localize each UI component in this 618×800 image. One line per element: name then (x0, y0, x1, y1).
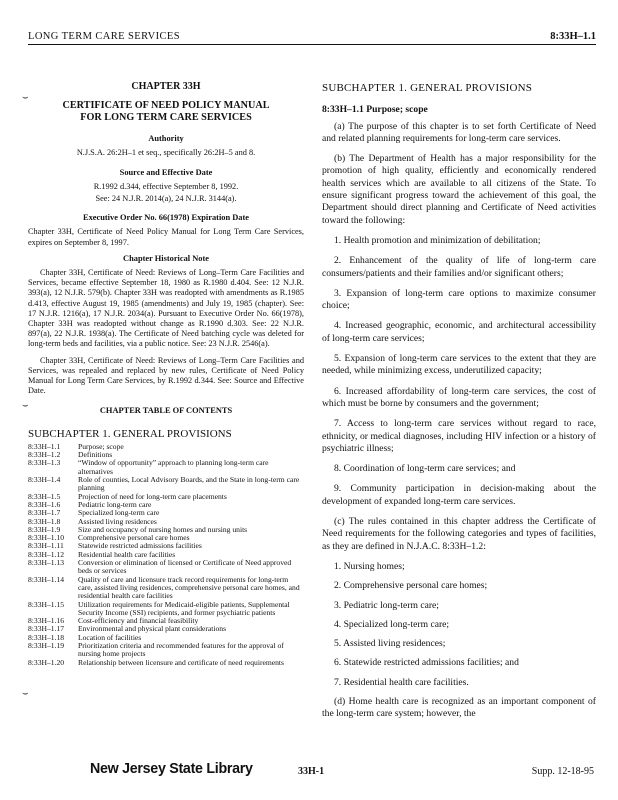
toc-subchapter-heading: SUBCHAPTER 1. GENERAL PROVISIONS (28, 427, 232, 440)
toc-row (28, 576, 304, 601)
toc-section-title: “Window of opportunity” approach to planning long-term care alternatives (78, 458, 269, 476)
facility-type-item: 4. Specialized long-term care; (334, 618, 450, 630)
toc-section-number: 8:33H–1.2 (28, 450, 61, 460)
margin-mark: ⌣ (22, 400, 29, 411)
toc-section-number: 8:33H–1.6 (28, 499, 61, 509)
subchapter-heading: SUBCHAPTER 1. GENERAL PROVISIONS (322, 82, 533, 94)
goal-item: 1. Health promotion and minimization of debilitation; (334, 234, 541, 246)
toc-section-number: 8:33H–1.10 (28, 533, 65, 543)
goal-item: 4. Increased geographic, economic, and architectural accessibility of long-term care services; (322, 320, 596, 344)
facility-type-item: 7. Residential health care facilities. (334, 676, 469, 688)
table-of-contents-heading: CHAPTER TABLE OF CONTENTS (99, 406, 233, 416)
margin-mark: ⌣ (22, 92, 29, 103)
chapter-title (28, 100, 304, 124)
toc-section-title: Prioritization criteria and recommended features for the approval of nursing home projects (78, 641, 284, 659)
paragraph-a: (a) The purpose of this chapter is to set forth Certificate of Need and related planning requirements for long-term care services. (322, 120, 596, 144)
toc-section-number: 8:33H–1.1 (28, 441, 61, 451)
toc-section-title: Projection of need for long-term care placements (78, 491, 227, 501)
chapter-title-line-2: FOR LONG TERM CARE SERVICES (80, 112, 252, 124)
toc-section-title: Purpose; scope (78, 441, 124, 451)
toc-section-title: Cost-efficiency and financial feasibility (78, 616, 199, 626)
goal-item: 7. Access to long-term care services without regard to race, ethnicity, or medical diagnoses, including HIV infection or a history of psychiatric illness; (322, 418, 596, 454)
facility-type-item: 3. Pediatric long-term care; (334, 599, 439, 611)
toc-section-title: Pediatric long-term care (78, 499, 152, 509)
toc-section-title: Assisted living residences (78, 516, 157, 526)
toc-section-title: Environmental and physical plant considerations (78, 624, 227, 634)
facility-types-list (322, 561, 596, 689)
toc-section-title: Quality of care and licensure track record requirements for long-term care, assisted living residences, comprehensive personal care homes, and residential health care facilities (78, 574, 300, 601)
toc-row (28, 501, 304, 509)
running-header (28, 28, 596, 45)
facility-type-item: 1. Nursing homes; (334, 560, 405, 572)
toc-section-title: Definitions (78, 450, 113, 460)
paragraph-b: (b) The Department of Health has a major responsibility for the promotion of high quality, efficiently and economically rendered health services which are available to all citizens of the State. To ensure significant progress toward the achievement of this goal, the Department should direct planning and Certificate of Need activities toward the following: (322, 153, 596, 226)
supplement-date: Supp. 12-18-95 (531, 766, 594, 777)
toc-row (28, 493, 304, 501)
toc-section-number: 8:33H–1.7 (28, 508, 61, 518)
toc-section-number: 8:33H–1.17 (28, 624, 65, 634)
toc-section-number: 8:33H–1.12 (28, 549, 65, 559)
toc-row (28, 659, 304, 667)
facility-type-item: 5. Assisted living residences; (334, 638, 446, 650)
toc-row (28, 443, 304, 451)
toc-section-title: Size and occupancy of nursing homes and nursing units (78, 524, 248, 534)
toc-section-number: 8:33H–1.4 (28, 475, 61, 485)
historical-note-paragraph-1: Chapter 33H, Certificate of Need: Reviews of Long–Term Care Facilities and Services, became effective September 18, 1980 as R.1980 d.404. See: 12 N.J.R. 393(a), 12 N.J.R. 579(b). Chapter 33H was readopted with amendments as R.1985 d.413, effective August 19, 1985 (amendments) and July 19, 1985 (chapter). See: 17 N.J.R. 1216(a), 17 N.J.R. 2034(a). Pursuant to Executive Order No. 66(1978), Chapter 33H was readopted without change as R.1990 d.303. See: 22 N.J.R. 897(a), 22 N.J.R. 1938(a). The Certificate of Need batching cycle was deleted for long-term beds and facilities, via a public notice. See: 23 N.J.R. 2546(a). (28, 268, 304, 349)
right-column (322, 82, 596, 729)
chapter-number: CHAPTER 33H (131, 81, 201, 92)
toc-section-title: Residential health care facilities (78, 549, 176, 559)
toc-section-number: 8:33H–1.11 (28, 541, 64, 551)
toc-row (28, 625, 304, 633)
toc-section-title: Conversion or elimination of licensed or Certificate of Need approved beds or services (78, 558, 292, 576)
toc-section-title: Specialized long-term care (78, 508, 160, 518)
toc-row (28, 642, 304, 659)
facility-type-item: 6. Statewide restricted admissions facilities; and (334, 657, 519, 669)
toc-section-title: Comprehensive personal care homes (78, 533, 190, 543)
toc-row (28, 476, 304, 493)
table-of-contents (28, 443, 304, 667)
left-column (28, 82, 304, 667)
chapter-title-line-1: CERTIFICATE OF NEED POLICY MANUAL (62, 100, 270, 112)
executive-order-heading: Executive Order No. 66(1978) Expiration Date (83, 213, 249, 223)
header-title: LONG TERM CARE SERVICES (28, 31, 180, 42)
executive-order-text: Chapter 33H, Certificate of Need Policy Manual for Long Term Care Services, expires on September 8, 1997. (28, 227, 304, 247)
source-heading: Source and Effective Date (119, 167, 213, 177)
toc-section-number: 8:33H–1.14 (28, 574, 65, 584)
goal-item: 5. Expansion of long-term care services to the extent that they are needed, while minimizing excess, underutilized capacity; (322, 353, 596, 377)
toc-row (28, 459, 304, 476)
goal-item: 3. Expansion of long-term care options to maximize consumer choice; (322, 287, 596, 312)
toc-section-number: 8:33H–1.15 (28, 599, 65, 609)
toc-section-number: 8:33H–1.8 (28, 516, 61, 526)
library-logo: New Jersey State Library (90, 760, 253, 777)
authority-heading: Authority (148, 134, 184, 144)
authority-text: N.J.S.A. 26:2H–1 et seq., specifically 26:2H–5 and 8. (76, 148, 256, 158)
toc-section-title: Relationship between licensure and certificate of need requirements (78, 657, 284, 667)
toc-section-number: 8:33H–1.13 (28, 558, 65, 568)
toc-section-number: 8:33H–1.5 (28, 491, 61, 501)
toc-row (28, 559, 304, 576)
toc-section-number: 8:33H–1.9 (28, 524, 61, 534)
margin-mark: ⌣ (22, 688, 29, 699)
facility-type-item: 2. Comprehensive personal care homes; (334, 580, 488, 592)
goals-list (322, 235, 596, 508)
toc-row (28, 509, 304, 517)
paragraph-d: (d) Home health care is recognized as an important component of the long-term care system; however, the (322, 695, 596, 720)
toc-section-number: 8:33H–1.20 (28, 657, 65, 667)
toc-section-number: 8:33H–1.18 (28, 632, 65, 642)
goal-item: 6. Increased affordability of long-term care services, the cost of which must be borne by consumers and the government; (322, 385, 596, 409)
toc-row (28, 601, 304, 618)
historical-note-heading: Chapter Historical Note (123, 253, 209, 263)
goal-item: 9. Community participation in decision-making about the development of expanded long-term care services. (322, 483, 596, 507)
header-section: 8:33H–1.1 (550, 31, 596, 42)
historical-note-paragraph-2: Chapter 33H, Certificate of Need: Reviews of Long–Term Care Facilities and Services, was repealed and replaced by new rules, Certificate of Need Policy Manual for Long Term Care Services, by R.1992 d.344. See: Source and Effective Date. (28, 355, 304, 396)
page-number: 33H-1 (298, 766, 325, 777)
paragraph-c: (c) The rules contained in this chapter address the Certificate of Need requirements for the following categories and types of facilities, as they are defined in N.J.A.C. 8:33H–1.2: (322, 516, 596, 552)
page-footer (0, 760, 618, 790)
toc-section-title: Location of facilities (78, 632, 142, 642)
source-line-1: R.1992 d.344, effective September 8, 1992. (93, 181, 239, 191)
toc-section-title: Statewide restricted admissions facilities (78, 541, 202, 551)
goal-item: 8. Coordination of long-term care services; and (334, 463, 516, 475)
goal-item: 2. Enhancement of the quality of life of long-term care consumers/patients and their families and/or significant others; (322, 255, 596, 279)
section-heading: 8:33H–1.1 Purpose; scope (322, 104, 428, 116)
toc-section-title: Role of counties, Local Advisory Boards, and the State in long-term care planning (78, 475, 300, 493)
source-line-2: See: 24 N.J.R. 2014(a), 24 N.J.R. 3144(a). (95, 194, 237, 204)
toc-section-number: 8:33H–1.19 (28, 641, 65, 650)
toc-section-title: Utilization requirements for Medicaid-eligible patients, Supplemental Security Income (SSI) recipients, and former psychiatric patients (78, 599, 290, 617)
toc-section-number: 8:33H–1.3 (28, 458, 61, 468)
toc-section-number: 8:33H–1.16 (28, 616, 65, 626)
